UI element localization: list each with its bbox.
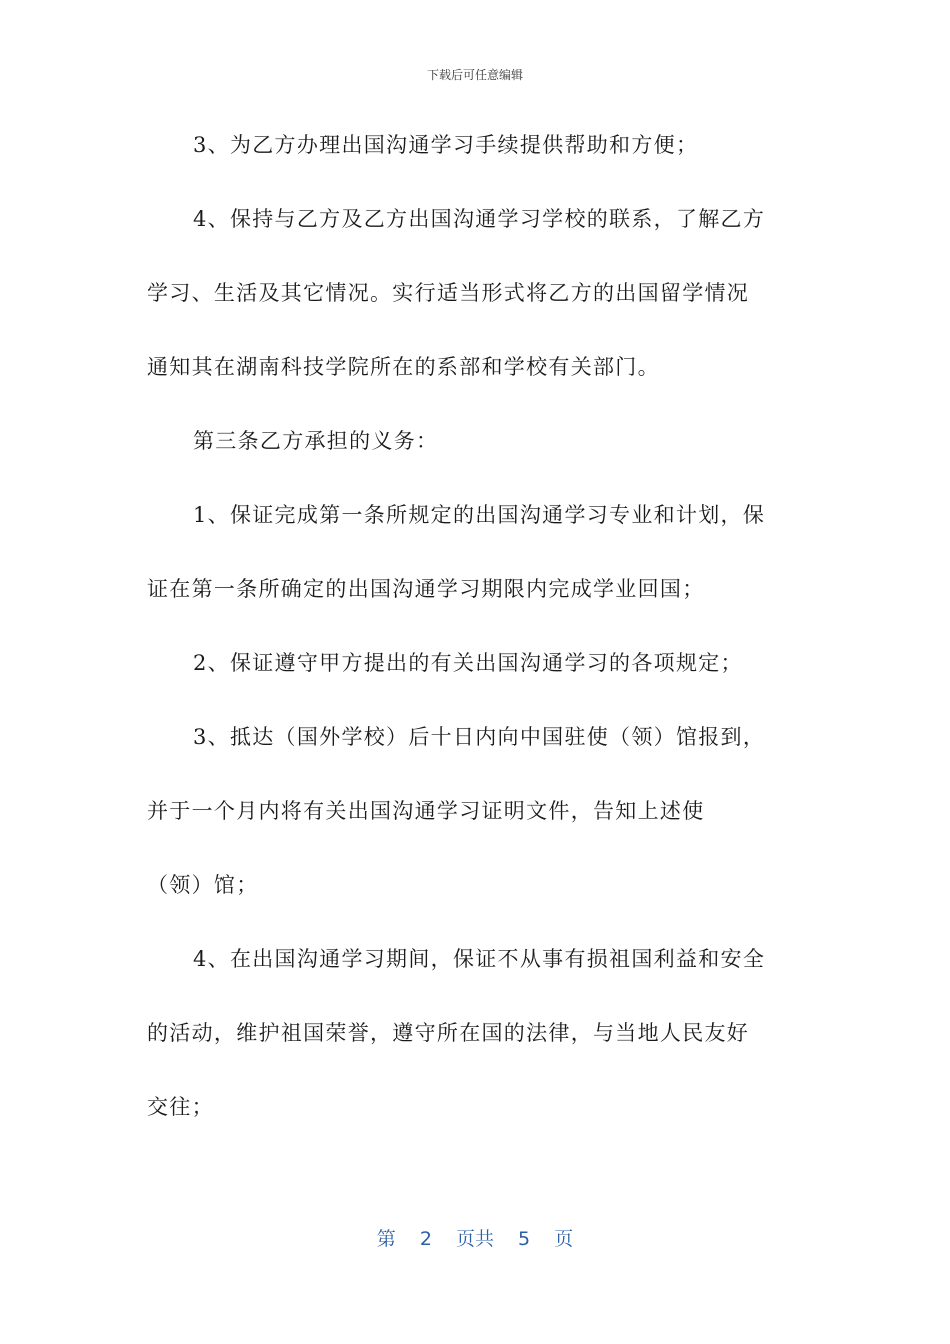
paragraph-line: 3、抵达（国外学校）后十日内向中国驻使（领）馆报到， bbox=[193, 725, 766, 749]
paragraph-line: 学习、生活及其它情况。实行适当形式将乙方的出国留学情况 bbox=[147, 281, 750, 305]
page-number-footer bbox=[0, 1224, 950, 1251]
paragraph-line: 通知其在湖南科技学院所在的系部和学校有关部门。 bbox=[147, 355, 660, 379]
page-label-suffix: 页 bbox=[554, 1228, 574, 1250]
paragraph-line: 交往； bbox=[147, 1095, 214, 1119]
paragraph-line: 3、为乙方办理出国沟通学习手续提供帮助和方便； bbox=[193, 133, 699, 157]
paragraph-line: （领）馆； bbox=[147, 873, 259, 897]
paragraph-line: 1、保证完成第一条所规定的出国沟通学习专业和计划，保 bbox=[193, 503, 766, 527]
paragraph-line: 证在第一条所确定的出国沟通学习期限内完成学业回国； bbox=[147, 577, 705, 601]
paragraph-line: 4、保持与乙方及乙方出国沟通学习学校的联系，了解乙方 bbox=[193, 207, 766, 231]
page-label-prefix: 第 bbox=[376, 1228, 396, 1250]
total-page-count: 5 bbox=[518, 1228, 531, 1250]
page-header: 下载后可任意编辑 bbox=[426, 68, 523, 82]
paragraph-line: 并于一个月内将有关出国沟通学习证明文件，告知上述使 bbox=[147, 799, 705, 823]
current-page-number: 2 bbox=[419, 1228, 432, 1250]
paragraph-line: 4、在出国沟通学习期间，保证不从事有损祖国利益和安全 bbox=[193, 947, 766, 971]
section-heading: 第三条乙方承担的义务： bbox=[193, 429, 439, 453]
paragraph-line: 2、保证遵守甲方提出的有关出国沟通学习的各项规定； bbox=[193, 651, 743, 675]
document-body bbox=[147, 118, 807, 1154]
paragraph-line: 的活动，维护祖国荣誉，遵守所在国的法律，与当地人民友好 bbox=[147, 1021, 750, 1045]
page-label-middle: 页共 bbox=[455, 1228, 494, 1250]
